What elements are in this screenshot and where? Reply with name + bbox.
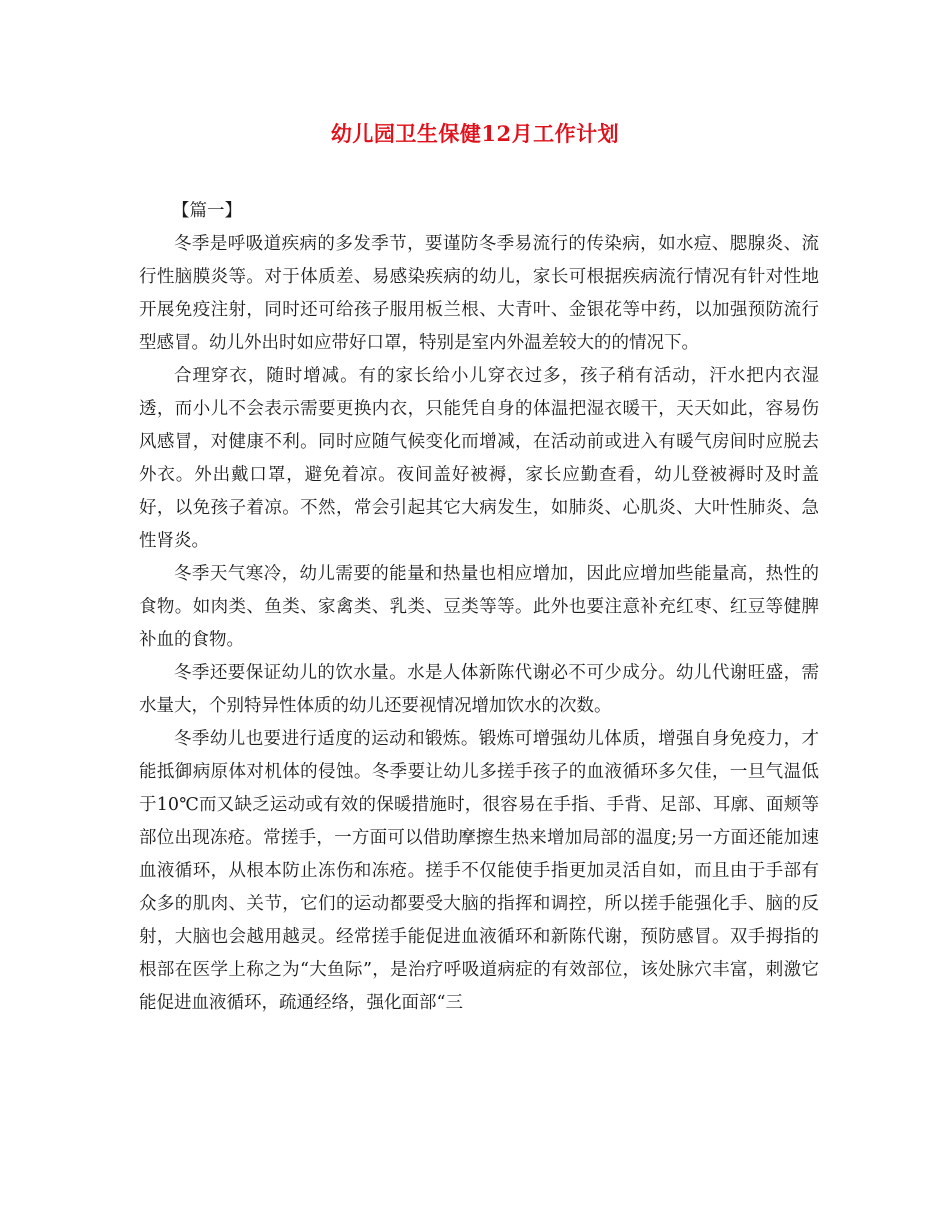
document-body bbox=[139, 228, 819, 1020]
paragraph: 冬季幼儿也要进行适度的运动和锻炼。锻炼可增强幼儿体质，增强自身免疫力，才能抵御病原体对机体的侵蚀。冬季要让幼儿多搓手孩子的血液循环多欠佳，一旦气温低于10℃而又缺乏运动或有效的保暖措施时，很容易在手指、手背、足部、耳廓、面颊等部位出现冻疮。常搓手，一方面可以借助摩擦生热来增加局部的温度;另一方面还能加速血液循环，从根本防止冻伤和冻疮。搓手不仅能使手指更加灵活自如，而且由于手部有众多的肌肉、关节，它们的运动都要受大脑的指挥和调控，所以搓手能强化手、脑的反射，大脑也会越用越灵。经常搓手能促进血液循环和新陈代谢，预防感冒。双手拇指的根部在医学上称之为“大鱼际”，是治疗呼吸道病症的有效部位，该处脉穴丰富，刺激它能促进血液循环，疏通经络，强化面部“三 bbox=[139, 729, 819, 1013]
paragraph: 冬季是呼吸道疾病的多发季节，要谨防冬季易流行的传染病，如水痘、腮腺炎、流行性脑膜炎等。对于体质差、易感染疾病的幼儿，家长可根据疾病流行情况有针对性地开展免疫注射，同时还可给孩子服用板兰根、大青叶、金银花等中药，以加强预防流行型感冒。幼儿外出时如应带好口罩，特别是室内外温差较大的的情况下。 bbox=[139, 234, 819, 353]
document-title: 幼儿园卫生保健12月工作计划 bbox=[330, 121, 620, 146]
paragraph: 合理穿衣，随时增减。有的家长给小儿穿衣过多，孩子稍有活动，汗水把内衣湿透，而小儿不会表示需要更换内衣，只能凭自身的体温把湿衣暖干，天天如此，容易伤风感冒，对健康不利。同时应随气候变化而增减，在活动前或进入有暖气房间时应脱去外衣。外出戴口罩，避免着凉。夜间盖好被褥，家长应勤查看，幼儿登被褥时及时盖好，以免孩子着凉。不然，常会引起其它大病发生，如肺炎、心肌炎、大叶性肺炎、急性肾炎。 bbox=[139, 366, 819, 551]
section-label: 【篇一】 bbox=[172, 201, 242, 221]
paragraph: 冬季还要保证幼儿的饮水量。水是人体新陈代谢必不可少成分。幼儿代谢旺盛，需水量大，个别特异性体质的幼儿还要视情况增加饮水的次数。 bbox=[139, 663, 819, 716]
paragraph: 冬季天气寒冷，幼儿需要的能量和热量也相应增加，因此应增加些能量高，热性的食物。如肉类、鱼类、家禽类、乳类、豆类等等。此外也要注意补充红枣、红豆等健脾补血的食物。 bbox=[139, 564, 819, 650]
